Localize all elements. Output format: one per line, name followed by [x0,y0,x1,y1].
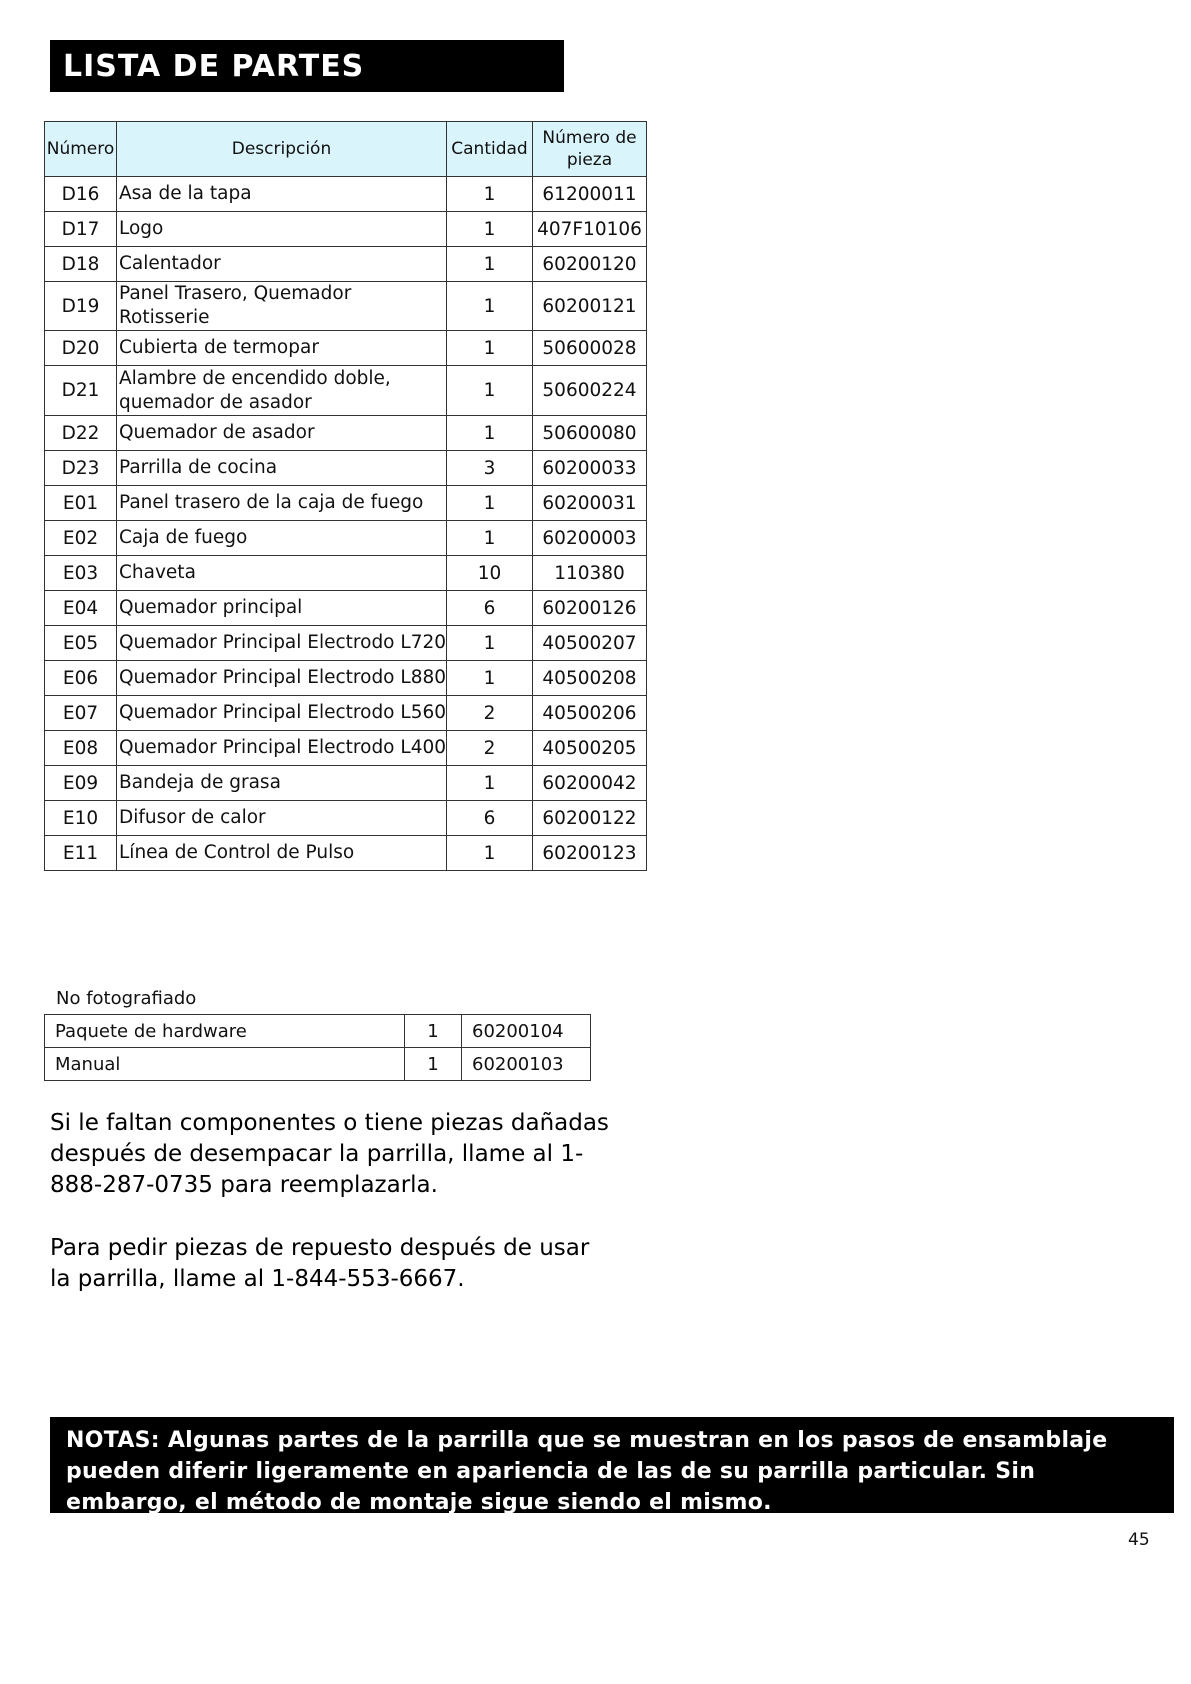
table-header-row [45,122,647,177]
part-code: 407F10106 [533,212,647,247]
part-description: Bandeja de grasa [117,766,447,801]
part-number-id: E09 [45,766,117,801]
part-code: 60200122 [533,801,647,836]
part-number-id: D23 [45,451,117,486]
part-code: 60200031 [533,486,647,521]
part-number-id: E11 [45,836,117,871]
table-row [45,282,647,331]
part-code: 61200011 [533,177,647,212]
table-row [45,212,647,247]
part-code: 40500208 [533,661,647,696]
part-code: 40500207 [533,626,647,661]
part-number-id: D21 [45,366,117,416]
part-number-id: E06 [45,661,117,696]
part-quantity: 1 [447,486,533,521]
column-header-number: Número [45,122,117,177]
table-row [45,801,647,836]
part-number-id: E01 [45,486,117,521]
part-quantity: 1 [447,282,533,331]
table-row [45,626,647,661]
column-header-description: Descripción [117,122,447,177]
part-number-id: D17 [45,212,117,247]
part-code: 60200033 [533,451,647,486]
part-description: Quemador Principal Electrodo L880 [117,661,447,696]
not-pictured-table [44,1014,591,1081]
notes-banner [50,1417,1174,1513]
section-title-bar [50,40,564,92]
part-description: Asa de la tapa [117,177,447,212]
extra-item-quantity: 1 [405,1048,462,1081]
parts-table [44,121,647,871]
part-quantity: 1 [447,416,533,451]
table-row [45,1048,591,1081]
part-quantity: 1 [447,247,533,282]
table-row [45,331,647,366]
part-code: 60200126 [533,591,647,626]
not-pictured-label: No fotografiado [56,988,197,1009]
part-description: Línea de Control de Pulso [117,836,447,871]
part-number-id: E02 [45,521,117,556]
part-description: Quemador Principal Electrodo L720 [117,626,447,661]
table-row [45,451,647,486]
part-quantity: 1 [447,521,533,556]
part-quantity: 3 [447,451,533,486]
table-row [45,696,647,731]
parts-table-body [45,177,647,871]
part-number-id: E08 [45,731,117,766]
table-row [45,416,647,451]
part-number-id: E03 [45,556,117,591]
part-description: Quemador de asador [117,416,447,451]
table-row [45,177,647,212]
part-code: 50600224 [533,366,647,416]
part-code: 110380 [533,556,647,591]
part-code: 40500205 [533,731,647,766]
part-description: Cubierta de termopar [117,331,447,366]
table-row [45,247,647,282]
part-code: 60200003 [533,521,647,556]
column-header-part-number: Número de pieza [533,122,647,177]
part-description: Panel trasero de la caja de fuego [117,486,447,521]
part-number-id: D18 [45,247,117,282]
table-row [45,521,647,556]
part-number-id: E04 [45,591,117,626]
part-quantity: 6 [447,801,533,836]
part-quantity: 1 [447,836,533,871]
page-number: 45 [1128,1530,1150,1550]
part-description: Panel Trasero, Quemador Rotisserie [117,282,447,331]
extra-item-quantity: 1 [405,1015,462,1048]
part-code: 60200123 [533,836,647,871]
table-row [45,366,647,416]
table-row [45,486,647,521]
part-code: 60200121 [533,282,647,331]
part-code: 50600028 [533,331,647,366]
part-number-id: E10 [45,801,117,836]
column-header-quantity: Cantidad [447,122,533,177]
part-description: Difusor de calor [117,801,447,836]
part-number-id: D22 [45,416,117,451]
missing-parts-notice: Si le faltan componentes o tiene piezas dañadas después de desempacar la parrilla, llame al 1-888-287-0735 para reemplazarla. [50,1110,609,1198]
table-row [45,591,647,626]
part-description: Parrilla de cocina [117,451,447,486]
part-quantity: 1 [447,766,533,801]
part-code: 60200042 [533,766,647,801]
part-description: Alambre de encendido doble, quemador de asador [117,366,447,416]
part-description: Chaveta [117,556,447,591]
part-number-id: D16 [45,177,117,212]
part-code: 50600080 [533,416,647,451]
part-number-id: D19 [45,282,117,331]
part-quantity: 1 [447,177,533,212]
part-description: Quemador Principal Electrodo L400 [117,731,447,766]
extra-item-description: Paquete de hardware [45,1015,405,1048]
part-description: Quemador principal [117,591,447,626]
part-quantity: 10 [447,556,533,591]
part-description: Caja de fuego [117,521,447,556]
part-code: 60200120 [533,247,647,282]
part-code: 40500206 [533,696,647,731]
table-row [45,766,647,801]
part-quantity: 6 [447,591,533,626]
part-quantity: 1 [447,366,533,416]
part-description: Quemador Principal Electrodo L560 [117,696,447,731]
notes-text: NOTAS: Algunas partes de la parrilla que se muestran en los pasos de ensamblaje pueden diferir ligeramente en apariencia de las de su parrilla particular. Sin embargo, el método de montaje sigue siendo el mismo. [66,1428,1108,1515]
part-quantity: 2 [447,696,533,731]
table-row [45,661,647,696]
part-number-id: E07 [45,696,117,731]
extra-item-code: 60200104 [462,1015,591,1048]
part-quantity: 1 [447,626,533,661]
part-quantity: 2 [447,731,533,766]
part-number-id: D20 [45,331,117,366]
extra-item-code: 60200103 [462,1048,591,1081]
not-pictured-body [45,1015,591,1081]
part-description: Logo [117,212,447,247]
table-row [45,836,647,871]
part-number-id: E05 [45,626,117,661]
part-description: Calentador [117,247,447,282]
table-row [45,1015,591,1048]
part-quantity: 1 [447,661,533,696]
part-quantity: 1 [447,212,533,247]
page-title: LISTA DE PARTES [63,48,365,84]
part-quantity: 1 [447,331,533,366]
table-row [45,731,647,766]
table-row [45,556,647,591]
extra-item-description: Manual [45,1048,405,1081]
replacement-parts-notice: Para pedir piezas de repuesto después de usar la parrilla, llame al 1-844-553-6667. [50,1235,590,1292]
